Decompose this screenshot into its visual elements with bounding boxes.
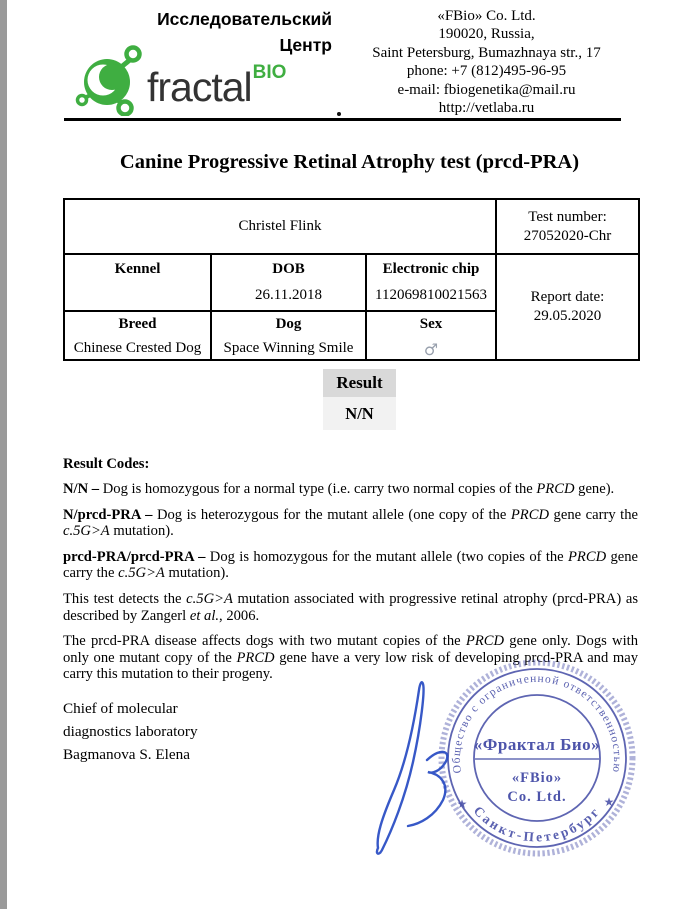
- molecule-logo-icon: [70, 36, 146, 116]
- dob-label: DOB: [272, 261, 305, 277]
- kennel-label: Kennel: [114, 261, 161, 277]
- report-date-label: Report date:: [530, 289, 605, 305]
- table-row: [64, 199, 639, 254]
- brand-wordmark: fractal: [147, 64, 252, 110]
- report-date-cell: [496, 254, 639, 360]
- code-paragraph-prcdprcd: prcd-PRA/prcd-PRA – Dog is homozygous for the mutant allele (two copies of the PRCD gene carry the c.5G>A mutation).: [63, 548, 638, 582]
- result-codes-section: [63, 456, 638, 692]
- breed-label: Breed: [118, 316, 157, 332]
- kennel-cell: [64, 254, 211, 311]
- result-value: N/N: [323, 397, 396, 430]
- company-website: http://vetlaba.ru: [438, 100, 535, 117]
- breed-value: Chinese Crested Dog: [73, 340, 202, 356]
- sex-label: Sex: [419, 316, 443, 332]
- company-phone: phone: +7 (812)495-96-95: [406, 63, 567, 80]
- report-date-value: 29.05.2020: [533, 308, 602, 324]
- chip-label: Electronic chip: [382, 261, 480, 277]
- company-name: «FBio» Co. Ltd.: [437, 8, 536, 24]
- disease-description-paragraph: The prcd-PRA disease affects dogs with two mutant copies of the PRCD gene only. Dogs with only one mutant copy of the PRCD gene have a very low risk of developing prcd-PRA and may carry this mutation to their progeny.: [63, 632, 639, 683]
- signatory-role-line2: diagnostics laboratory: [63, 723, 198, 740]
- page-edge-strip: [0, 0, 7, 909]
- org-title-line2: Центр: [279, 35, 332, 55]
- dog-label: Dog: [275, 316, 302, 332]
- fractal-bio-logo: [70, 36, 286, 116]
- signatory-name: Bagmanova S. Elena: [63, 746, 190, 763]
- test-number-cell: [496, 199, 639, 254]
- test-description-paragraph: This test detects the c.5G>A mutation associated with progressive retinal atrophy (prcd-PRA) as described by Zangerl et al., 2006.: [63, 590, 638, 624]
- dog-cell: [211, 311, 366, 360]
- dog-info-table: [63, 198, 640, 361]
- company-street: Saint Petersburg, Bumazhnaya str., 17: [372, 44, 601, 61]
- dob-value: 26.11.2018: [255, 287, 322, 303]
- document-title: Canine Progressive Retinal Atrophy test (prcd-PRA): [119, 151, 580, 173]
- stamp-star-left-icon: ★: [456, 797, 468, 811]
- company-email: e-mail: fbiogenetika@mail.ru: [397, 81, 576, 98]
- result-box: [323, 369, 396, 430]
- test-number-label: Test number:: [528, 208, 607, 225]
- stamp-city-text: Санкт-Петербург: [470, 803, 604, 845]
- code-paragraph-nn: N/N – Dog is homozygous for a normal type (i.e. carry two normal copies of the PRCD gene).: [63, 481, 615, 498]
- chip-value: 112069810021563: [375, 287, 487, 303]
- dog-name-cell: Christel Flink: [64, 199, 496, 254]
- result-header: Result: [323, 369, 396, 397]
- test-number-value: 27052020-Chr: [523, 227, 612, 244]
- header-divider: [64, 118, 621, 121]
- stamp-company-en: «FBio»: [511, 770, 563, 786]
- breed-cell: [64, 311, 211, 360]
- company-address-block: [333, 7, 640, 117]
- code-paragraph-nprcd: N/prcd-PRA – Dog is heterozygous for the mutant allele (one copy of the PRCD gene carry the c.5G>A mutation).: [63, 506, 638, 540]
- org-title-line1: Исследовательский: [157, 9, 332, 29]
- handwritten-signature: [372, 652, 502, 872]
- header-divider-dot: [337, 112, 341, 116]
- sex-cell: [366, 311, 496, 360]
- stamp-ring-text: Общество с ограниченной ответственностью: [450, 672, 624, 774]
- stamp-company-type: Co. Ltd.: [507, 789, 567, 805]
- table-row: [64, 254, 639, 311]
- chip-cell: [366, 254, 496, 311]
- brand-suffix: BIO: [252, 62, 287, 83]
- dog-value: Space Winning Smile: [223, 340, 354, 356]
- signatory-role-line1: Chief of molecular: [63, 700, 178, 717]
- male-symbol-icon: ♂: [423, 340, 439, 359]
- result-codes-heading: Result Codes:: [63, 456, 150, 472]
- signature-stroke-spike: [377, 682, 424, 853]
- stamp-star-right-icon: ★: [603, 795, 615, 809]
- stamp-company-ru: «Фрактал Био»: [473, 735, 601, 754]
- company-postcode: 190020, Russia,: [438, 26, 535, 43]
- dob-cell: [211, 254, 366, 311]
- signatory-block: [63, 697, 198, 766]
